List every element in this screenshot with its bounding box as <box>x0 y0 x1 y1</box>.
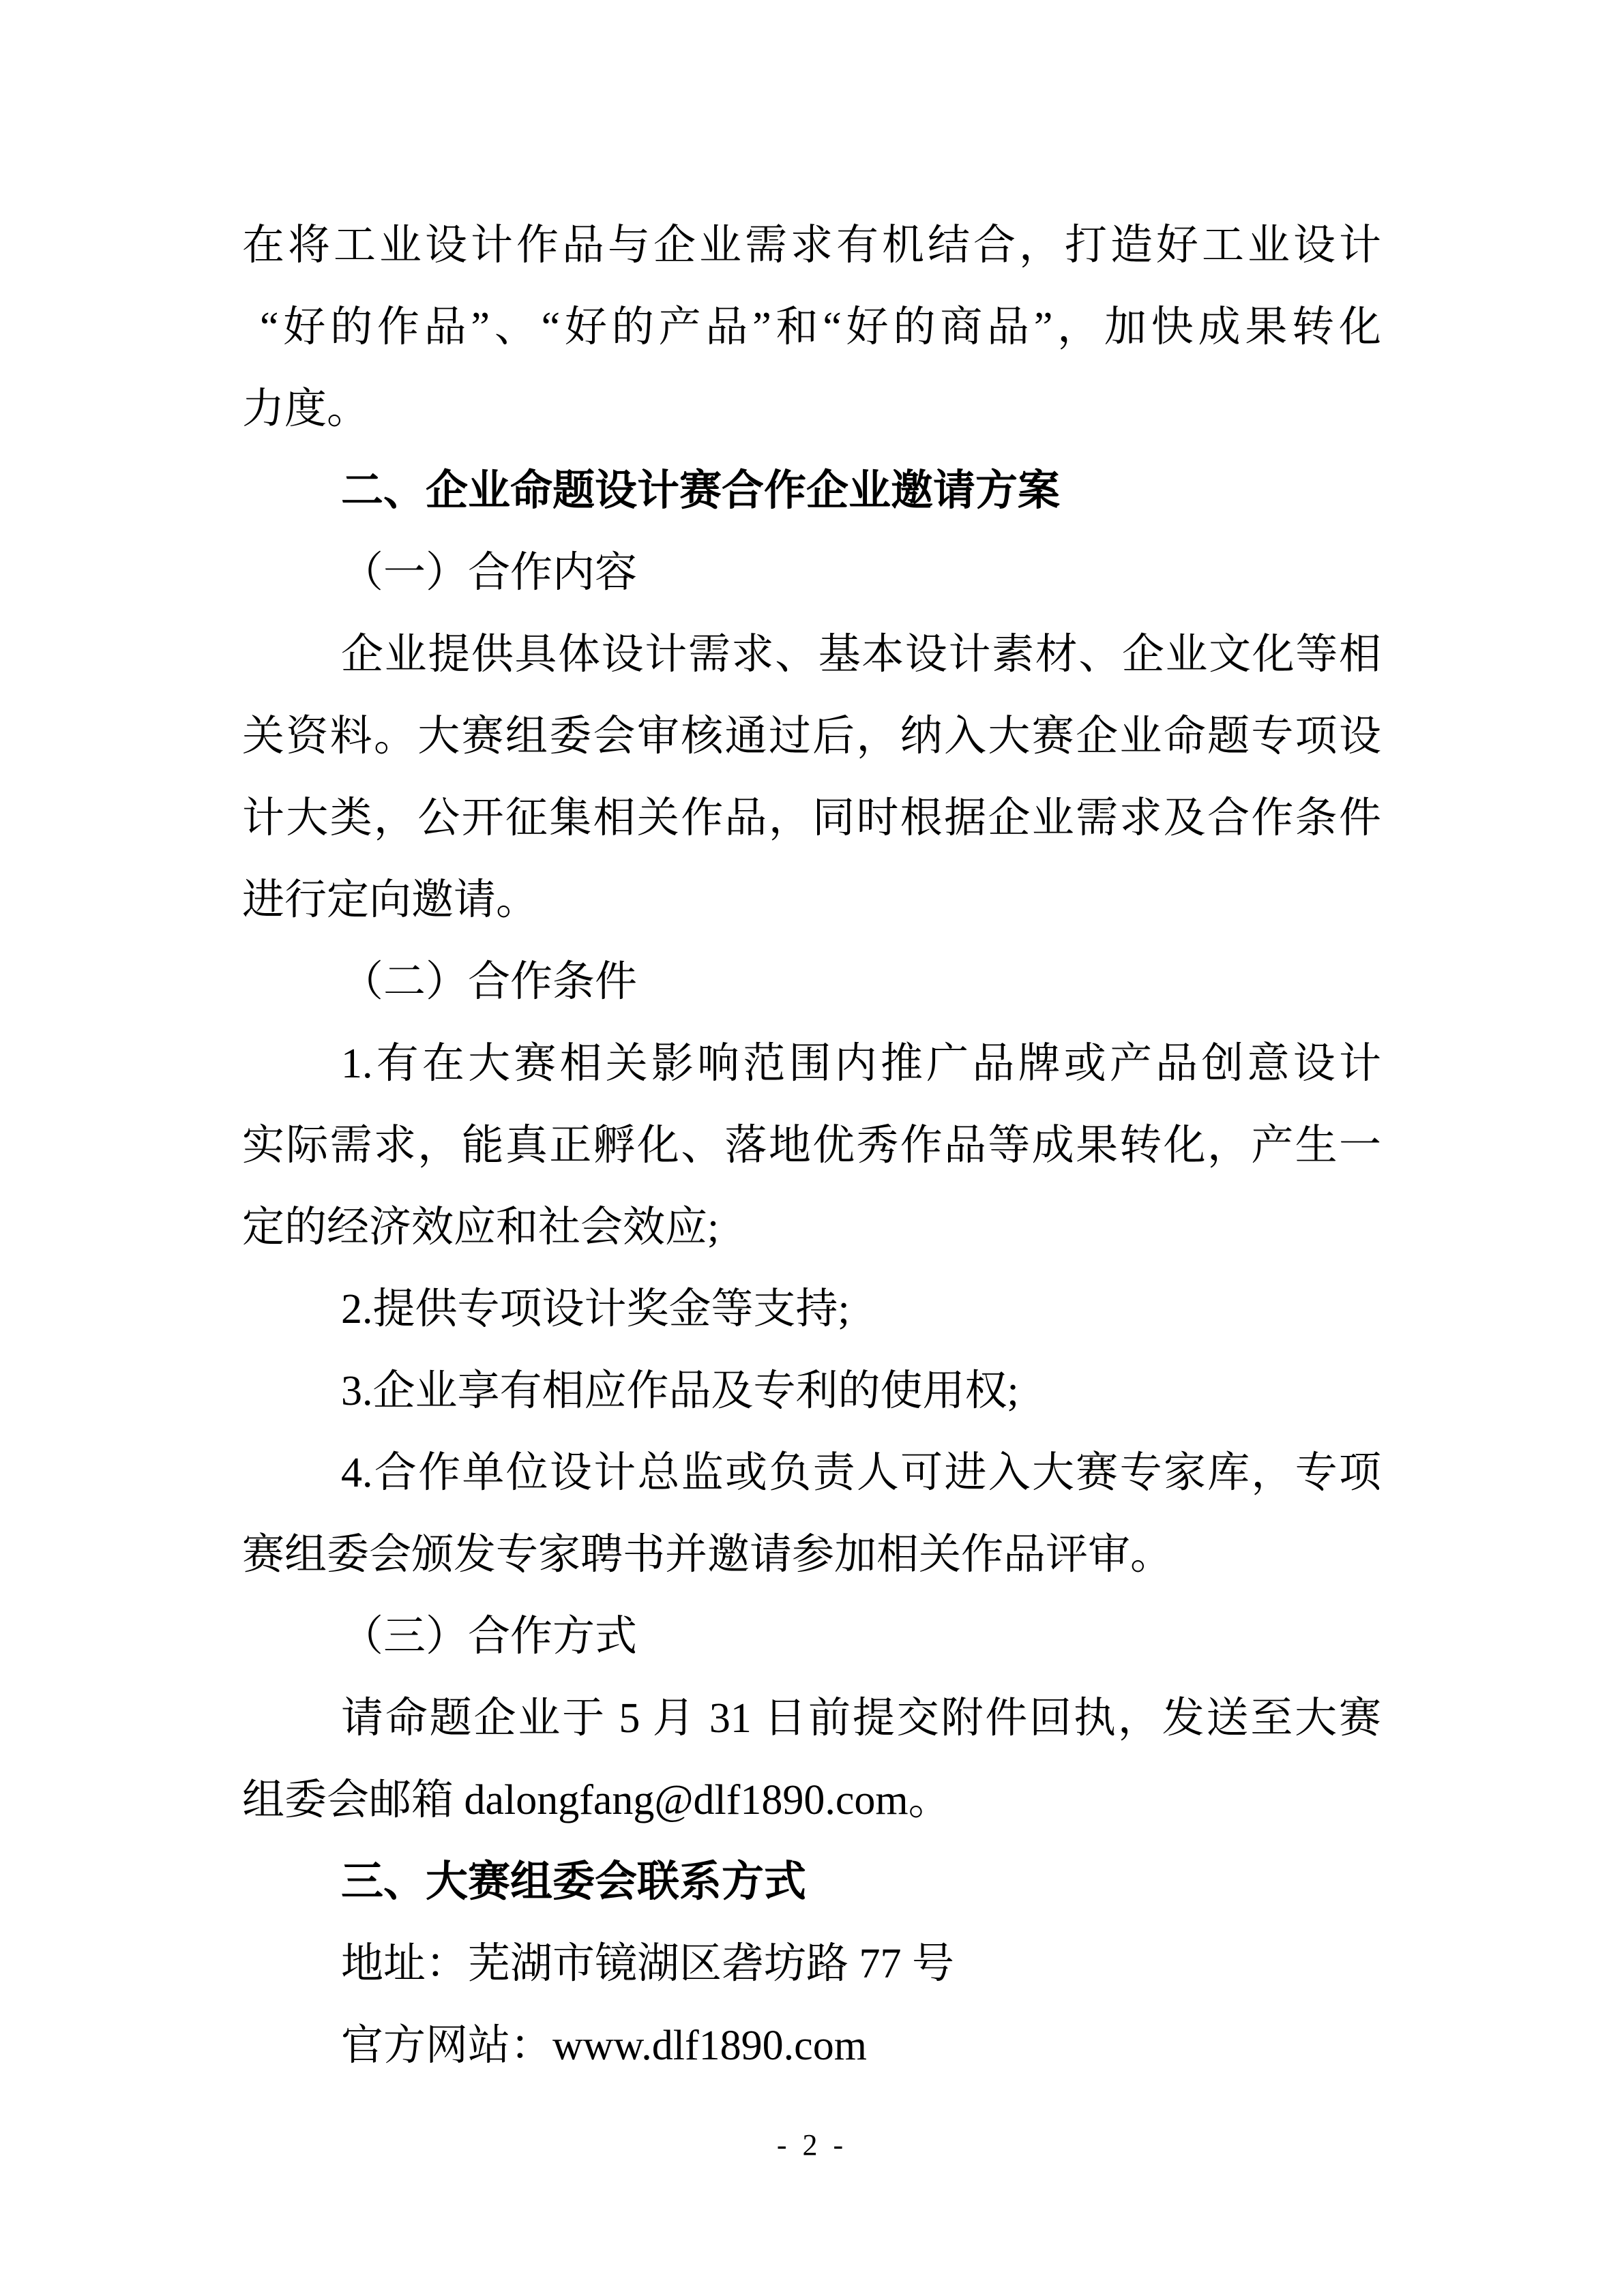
text-line: 地址：芜湖市镜湖区砻坊路 77 号 <box>341 1941 955 1987</box>
sub-heading: （一）合作内容 <box>341 550 638 596</box>
sub-heading: （二）合作条件 <box>341 959 638 1005</box>
section-heading: 三、大赛组委会联系方式 <box>341 1858 807 1905</box>
text-line: 力度。 <box>242 386 370 432</box>
paragraph-cooperation-content <box>242 614 1381 941</box>
subheading-cooperation-method <box>242 1596 1381 1678</box>
paragraph-condition-1 <box>242 1023 1381 1268</box>
text-line: 进行定向邀请。 <box>242 877 539 923</box>
text-line: 1.有在大赛相关影响范围内推广品牌或产品创意设计 <box>341 1041 1381 1087</box>
paragraph-website <box>242 2005 1381 2087</box>
text-line: 2.提供专项设计奖金等支持; <box>341 1286 850 1332</box>
paragraph-intro-continuation <box>242 205 1381 450</box>
paragraph-condition-3 <box>242 1350 1381 1432</box>
paragraph-address <box>242 1923 1381 2005</box>
subheading-cooperation-content <box>242 532 1381 614</box>
text-line: “好的作品”、“好的产品”和“好的商品”，加快成果转化 <box>260 304 1381 351</box>
text-line: 计大类，公开征集相关作品，同时根据企业需求及合作条件 <box>242 795 1381 841</box>
text-line: 赛组委会颁发专家聘书并邀请参加相关作品评审。 <box>242 1532 1173 1578</box>
page-number: - 2 - <box>776 2128 848 2162</box>
text-line: 实际需求，能真正孵化、落地优秀作品等成果转化，产生一 <box>242 1122 1381 1169</box>
paragraph-cooperation-method <box>242 1678 1381 1841</box>
paragraph-condition-2 <box>242 1268 1381 1350</box>
text-line: 在将工业设计作品与企业需求有机结合，打造好工业设计 <box>242 222 1381 269</box>
text-line: 请命题企业于 5 月 31 日前提交附件回执，发送至大赛 <box>341 1695 1381 1742</box>
subheading-cooperation-conditions <box>242 941 1381 1023</box>
heading-section-3 <box>242 1841 1381 1923</box>
heading-section-2 <box>242 450 1381 532</box>
text-line: 定的经济效应和社会效应; <box>242 1204 720 1251</box>
text-line: 组委会邮箱 dalongfang@dlf1890.com。 <box>242 1777 951 1823</box>
section-heading: 二、企业命题设计赛合作企业邀请方案 <box>341 467 1061 514</box>
text-line: 4.合作单位设计总监或负责人可进入大赛专家库，专项 <box>341 1450 1381 1496</box>
paragraph-condition-4 <box>242 1432 1381 1596</box>
text-line: 3.企业享有相应作品及专利的使用权; <box>341 1368 1019 1414</box>
sub-heading: （三）合作方式 <box>341 1613 638 1660</box>
text-line: 企业提供具体设计需求、基本设计素材、企业文化等相 <box>341 631 1381 678</box>
document-text <box>242 205 1381 2087</box>
text-line: 关资料。大赛组委会审核通过后，纳入大赛企业命题专项设 <box>242 713 1381 760</box>
text-line: 官方网站：www.dlf1890.com <box>341 2023 867 2069</box>
